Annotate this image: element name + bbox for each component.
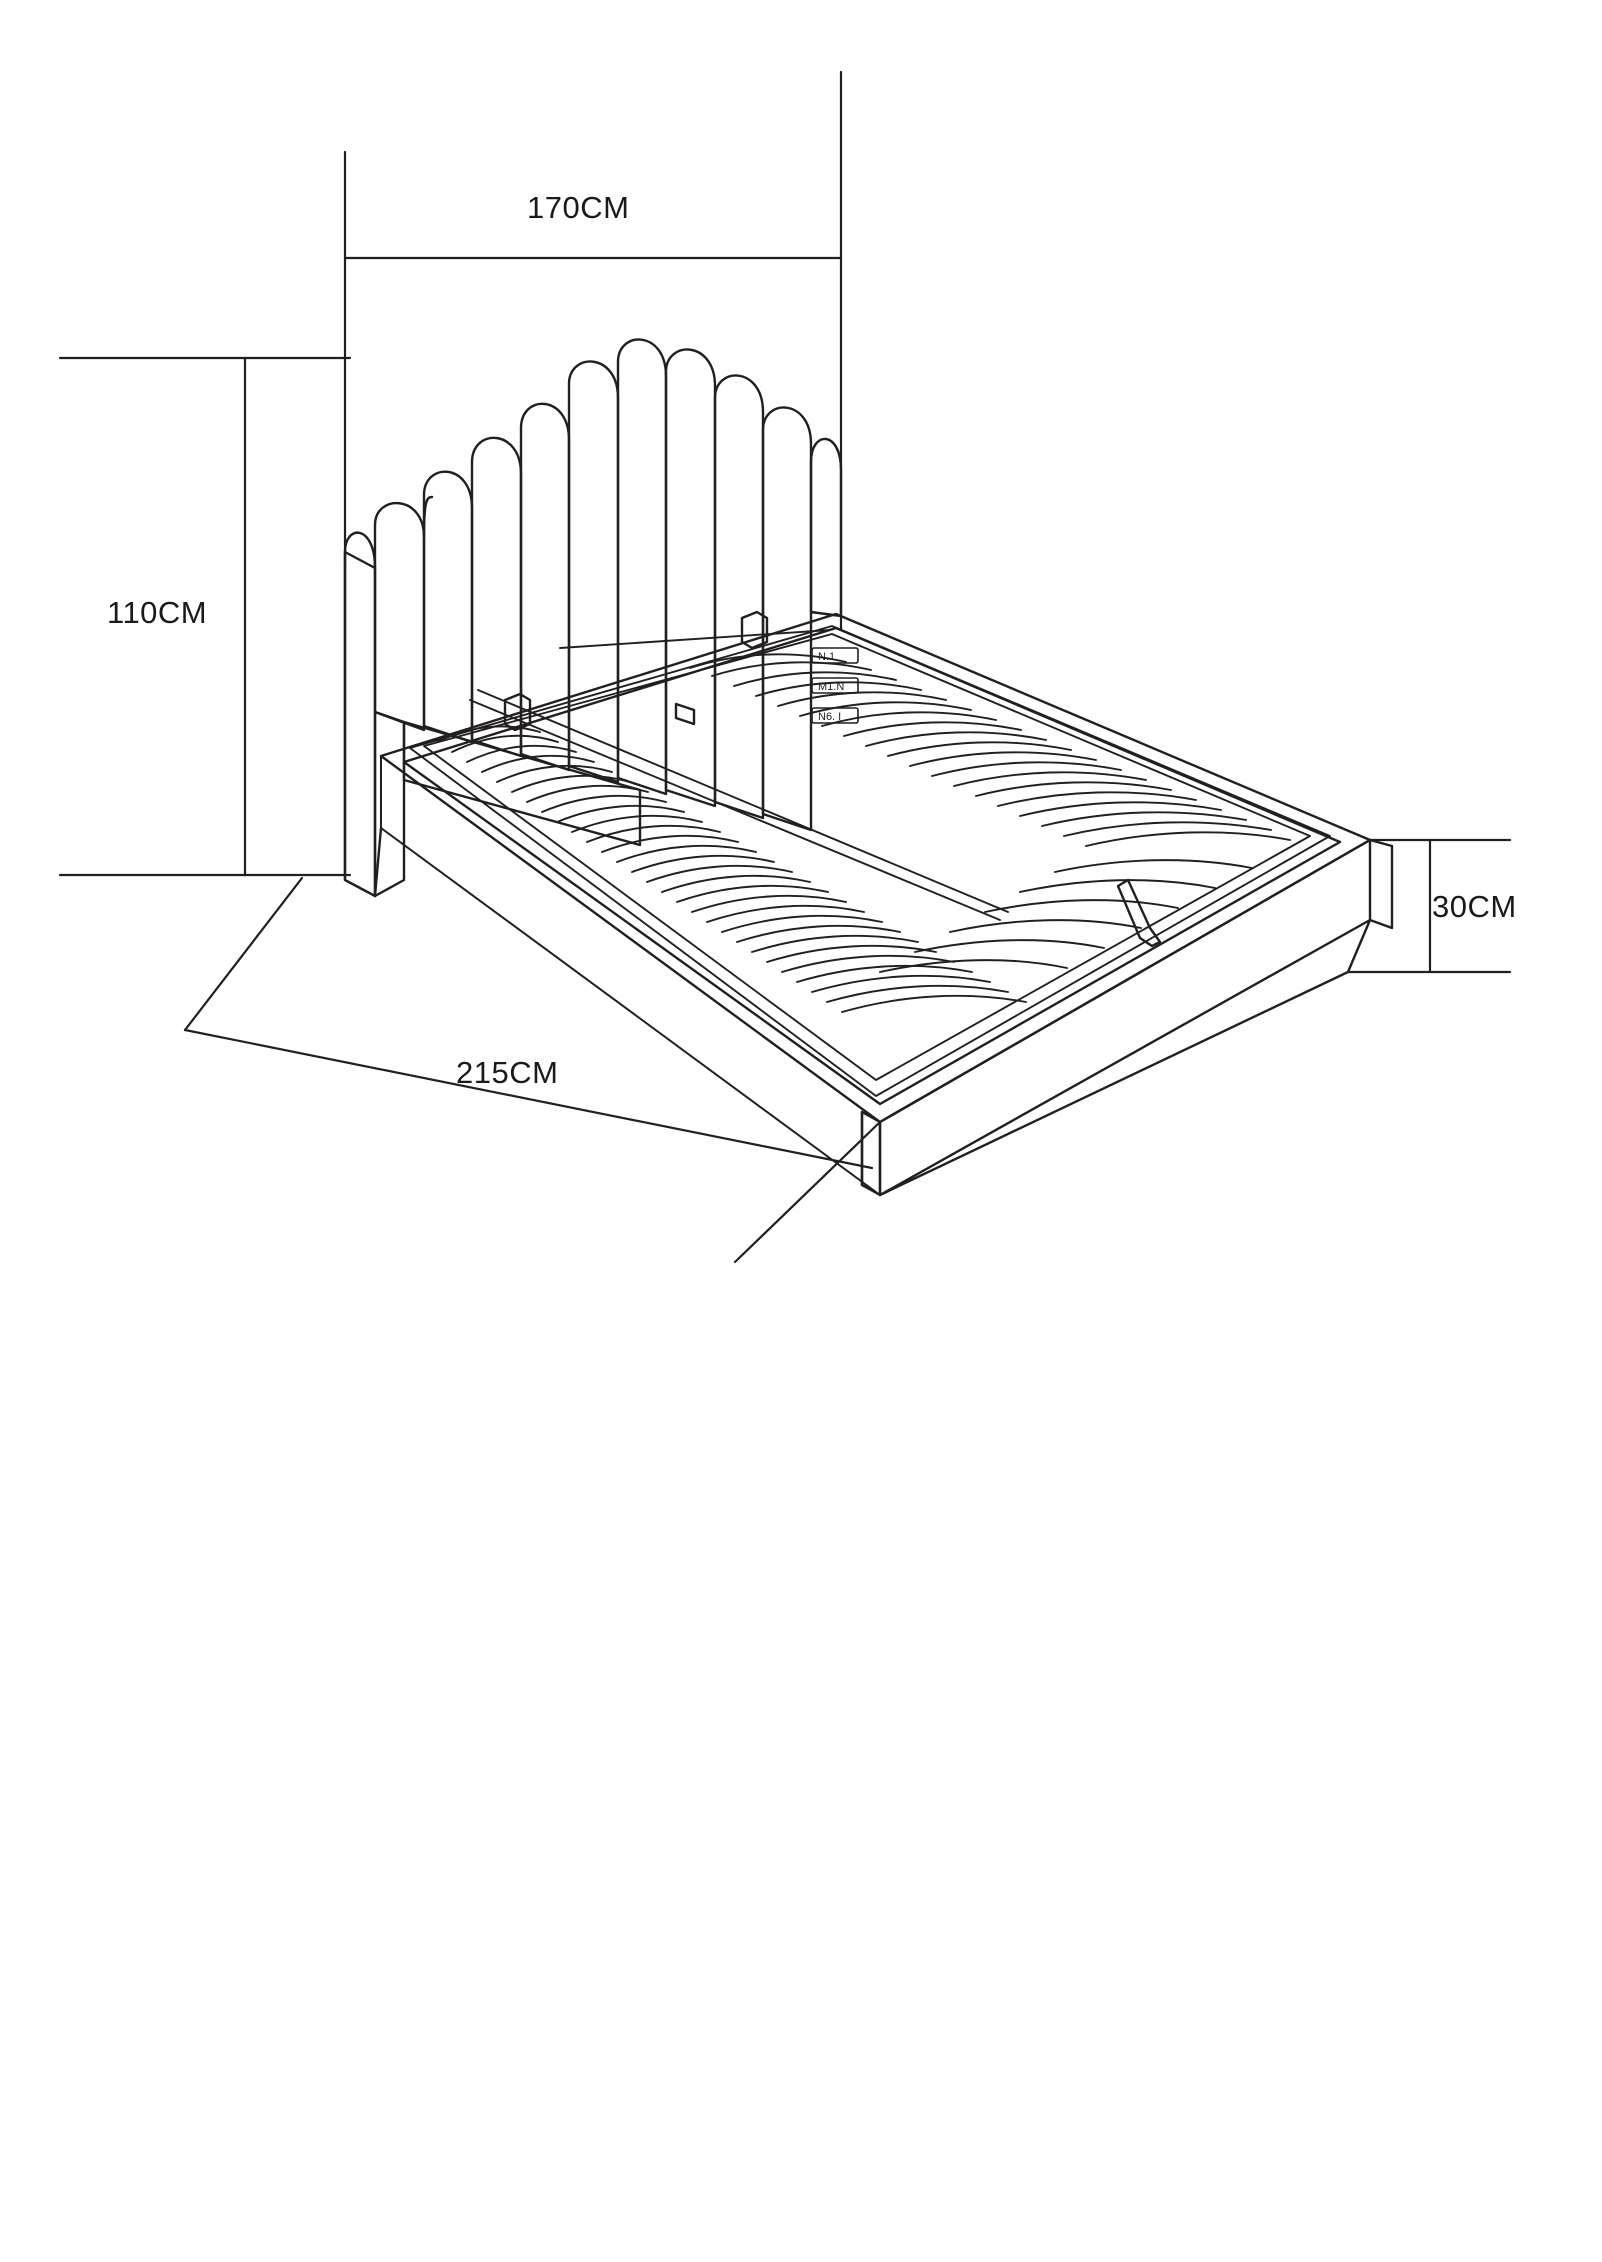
slat-28 — [842, 996, 1026, 1012]
part-mark-label: N.1 — [818, 651, 836, 663]
part-mark-label: N6. I — [818, 711, 842, 723]
slat-09 — [557, 806, 684, 822]
dimension-lines — [60, 72, 1510, 1262]
slat-r-22 — [985, 900, 1178, 912]
slat-06 — [512, 776, 630, 792]
slat-16 — [662, 876, 810, 892]
slat-r-25 — [880, 960, 1067, 972]
slat-r-20 — [1055, 860, 1252, 872]
ext-line-length-left — [185, 878, 302, 1030]
base-left-lower-edge — [381, 756, 880, 1195]
slat-08 — [542, 796, 666, 812]
slat-12 — [602, 836, 738, 852]
flute-1 — [375, 503, 424, 730]
part-mark-label: M1.N — [818, 681, 845, 693]
flute-2 — [424, 472, 472, 742]
slat-10 — [572, 816, 702, 832]
slat-19 — [707, 906, 864, 922]
dim-line-length — [185, 1030, 872, 1168]
base-right-thickness — [1370, 840, 1392, 928]
slat-26 — [812, 976, 990, 992]
flute-8 — [715, 376, 763, 818]
slat-platform — [410, 626, 1330, 1096]
flute-3 — [472, 438, 521, 756]
dimension-label-depth: 30CM — [1432, 889, 1517, 924]
flute-9 — [763, 408, 811, 830]
headboard-left-post — [345, 552, 375, 896]
slat-07 — [527, 786, 648, 802]
slat-13 — [617, 846, 756, 862]
dimension-label-height: 110CM — [107, 595, 208, 630]
slat-center-beam — [470, 700, 1000, 920]
slat-r-24 — [915, 940, 1104, 952]
slat-20 — [722, 916, 882, 932]
headboard-face-edge — [345, 552, 375, 896]
flute-5 — [569, 362, 618, 782]
slat-27 — [827, 986, 1008, 1002]
slat-14 — [632, 856, 774, 872]
part-mark-labels — [818, 651, 844, 723]
platform-support — [676, 704, 694, 724]
ext-line-length-right — [735, 1122, 880, 1262]
flute-10 — [811, 439, 841, 616]
slat-r-23 — [950, 920, 1141, 932]
base-front-edge — [862, 1112, 872, 1190]
headboard-lower-left — [375, 712, 404, 896]
slat-15 — [647, 866, 792, 882]
flute-7 — [666, 350, 715, 806]
slat-r-19 — [1086, 832, 1290, 846]
slat-25 — [797, 966, 972, 982]
dimension-label-length: 215CM — [456, 1055, 559, 1090]
slat-18 — [692, 896, 846, 912]
bracket-clip-left — [505, 694, 530, 730]
base-right-side-panel — [880, 840, 1370, 1195]
slat-11 — [587, 826, 720, 842]
flute-4 — [521, 404, 569, 770]
slat-17 — [677, 886, 828, 902]
slat-22 — [752, 936, 918, 952]
headboard-left-post-cap — [345, 533, 375, 568]
flute-6 — [618, 340, 666, 794]
slat-23 — [767, 946, 936, 962]
dimension-label-width: 170CM — [527, 190, 630, 225]
slat-21 — [737, 926, 900, 942]
bed-base — [375, 614, 1392, 1195]
